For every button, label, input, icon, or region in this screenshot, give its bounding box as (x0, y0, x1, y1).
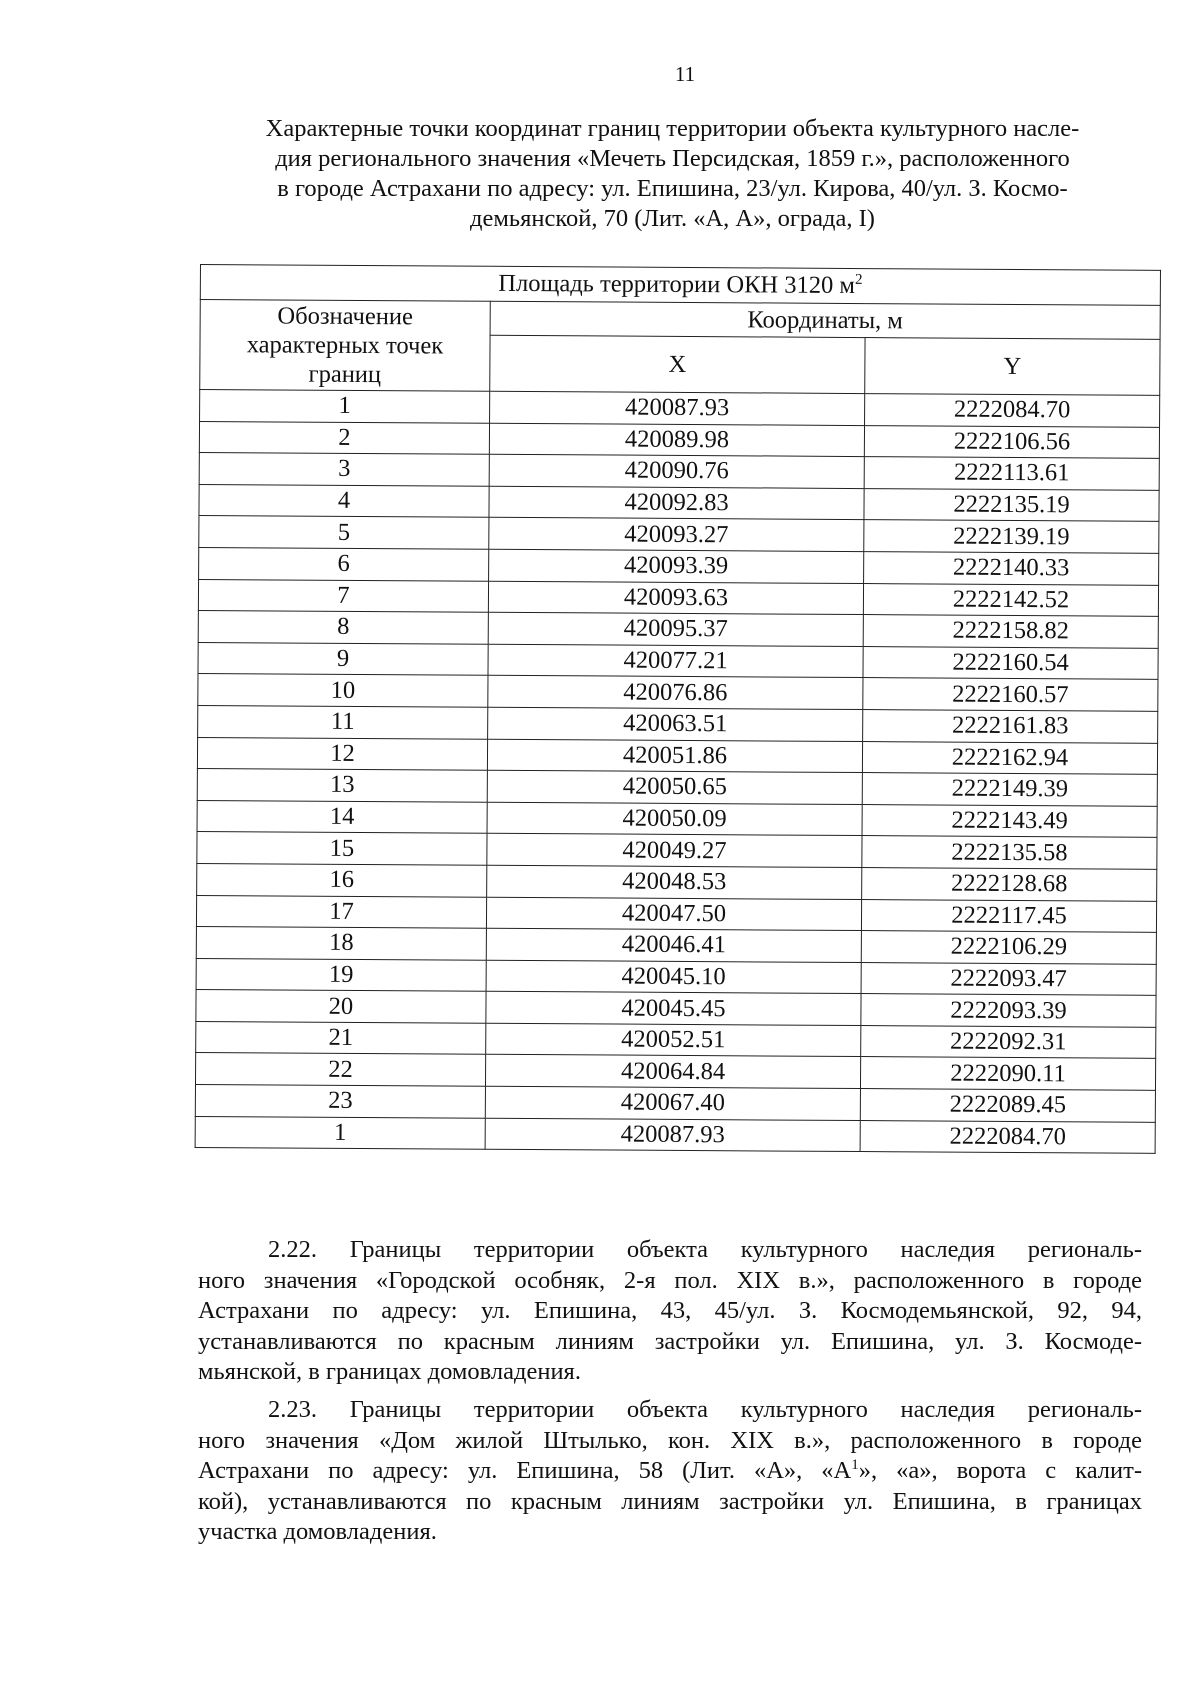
heading-line: дия регионального значения «Мечеть Персидская, 1859 г.», расположенного (275, 145, 1070, 172)
x-coordinate-cell: 420077.21 (488, 644, 863, 678)
table-row (195, 1116, 1155, 1153)
x-coordinate-cell: 420047.50 (486, 897, 861, 931)
x-column-header: X (490, 335, 865, 393)
x-coordinate-cell: 420087.93 (490, 391, 865, 425)
header-row (200, 300, 1160, 340)
paragraph-line: ного значения «Городской особняк, 2-я пол. XIX в.», расположенного в городе (198, 1266, 1142, 1294)
y-coordinate-cell: 2222160.57 (863, 678, 1158, 711)
paragraph-line: 2.23. Границы территории объекта культурного наследия региональ- (268, 1396, 1142, 1423)
superscript: 1 (851, 1457, 859, 1474)
x-coordinate-cell: 420093.27 (489, 518, 864, 552)
point-number-cell: 1 (195, 1116, 485, 1149)
text-segment: Астрахани по адресу: ул. Епишина, 58 (Лит. «А», «А (198, 1457, 852, 1485)
y-coordinate-cell: 2222090.11 (860, 1057, 1155, 1090)
point-number-cell: 3 (199, 453, 489, 486)
y-coordinate-cell: 2222128.68 (862, 867, 1157, 900)
y-column-header: Y (865, 338, 1160, 396)
y-coordinate-cell: 2222135.58 (862, 836, 1157, 869)
area-superscript: 2 (854, 271, 863, 288)
point-number-cell: 14 (197, 800, 487, 833)
point-number-cell: 10 (198, 674, 488, 707)
paragraph-line (198, 1456, 1142, 1487)
x-coordinate-cell: 420063.51 (488, 707, 863, 741)
point-number-cell: 15 (197, 832, 487, 865)
x-coordinate-cell: 420064.84 (485, 1055, 860, 1089)
x-coordinate-cell: 420087.93 (485, 1118, 860, 1152)
x-coordinate-cell: 420045.10 (486, 960, 861, 994)
y-coordinate-cell: 2222113.61 (864, 457, 1159, 490)
y-coordinate-cell: 2222142.52 (863, 583, 1158, 616)
point-number-cell: 12 (197, 737, 487, 770)
point-column-header (200, 300, 491, 392)
paragraph-line: мьянской, в границах домовладения. (198, 1358, 581, 1386)
point-number-cell: 20 (196, 990, 486, 1023)
page-number: 11 (674, 62, 696, 86)
x-coordinate-cell: 420093.39 (489, 549, 864, 583)
point-number-cell: 9 (198, 642, 488, 675)
y-coordinate-cell: 2222158.82 (863, 615, 1158, 648)
x-coordinate-cell: 420051.86 (487, 739, 862, 773)
y-coordinate-cell: 2222106.29 (861, 931, 1156, 964)
y-coordinate-cell: 2222089.45 (860, 1089, 1155, 1122)
coordinates-table (195, 264, 1161, 1154)
point-number-cell: 2 (199, 421, 489, 454)
x-coordinate-cell: 420067.40 (485, 1086, 860, 1120)
paragraph-line: ного значения «Дом жилой Штылько, кон. XIX в.», расположенного в городе (198, 1426, 1142, 1454)
x-coordinate-cell: 420045.45 (486, 992, 861, 1026)
x-coordinate-cell: 420052.51 (486, 1023, 861, 1057)
y-coordinate-cell: 2222161.83 (863, 709, 1158, 742)
point-number-cell: 5 (199, 516, 489, 549)
point-number-cell: 18 (196, 927, 486, 960)
paragraph-2-23 (198, 1395, 1142, 1548)
x-coordinate-cell: 420046.41 (486, 928, 861, 962)
x-coordinate-cell: 420092.83 (489, 486, 864, 520)
table-heading (200, 114, 1145, 234)
paragraph-line: Астрахани по адресу: ул. Епишина, 43, 45/ул. З. Космодемьянской, 92, 94, (198, 1297, 1142, 1325)
point-number-cell: 21 (196, 1021, 486, 1054)
point-number-cell: 4 (199, 484, 489, 517)
y-coordinate-cell: 2222149.39 (862, 773, 1157, 806)
y-coordinate-cell: 2222140.33 (864, 552, 1159, 585)
point-number-cell: 13 (197, 769, 487, 802)
y-coordinate-cell: 2222092.31 (861, 1025, 1156, 1058)
heading-line: в городе Астрахани по адресу: ул. Епишина, 23/ул. Кирова, 40/ул. З. Космо- (277, 175, 1068, 202)
x-coordinate-cell: 420089.98 (489, 423, 864, 457)
y-coordinate-cell: 2222117.45 (861, 899, 1156, 932)
y-coordinate-cell: 2222135.19 (864, 488, 1159, 521)
point-number-cell: 19 (196, 958, 486, 991)
point-number-cell: 17 (196, 895, 486, 928)
y-coordinate-cell: 2222106.56 (864, 425, 1159, 458)
heading-line: Характерные точки координат границ территории объекта культурного насле- (265, 115, 1080, 142)
area-label: Площадь территории ОКН 3120 м (498, 269, 856, 300)
point-header-line: Обозначение (277, 302, 413, 331)
paragraph-line: кой), устанавливаются по красным линиям застройки ул. Епишина, в границах (198, 1487, 1142, 1515)
x-coordinate-cell: 420076.86 (488, 676, 863, 710)
area-row (200, 265, 1160, 306)
y-coordinate-cell: 2222143.49 (862, 804, 1157, 837)
heading-line: демьянской, 70 (Лит. «А, А», ограда, I) (470, 205, 875, 232)
point-number-cell: 22 (195, 1053, 485, 1086)
point-number-cell: 6 (199, 547, 489, 580)
x-coordinate-cell: 420093.63 (488, 581, 863, 615)
y-coordinate-cell: 2222093.39 (861, 994, 1156, 1027)
x-coordinate-cell: 420050.09 (487, 802, 862, 836)
y-coordinate-cell: 2222093.47 (861, 962, 1156, 995)
point-number-cell: 8 (198, 611, 488, 644)
paragraph-2-22 (198, 1235, 1142, 1388)
y-coordinate-cell: 2222162.94 (862, 741, 1157, 774)
y-coordinate-cell: 2222084.70 (860, 1120, 1155, 1153)
paragraph-line: устанавливаются по красным линиям застройки ул. Епишина, ул. З. Космоде- (198, 1327, 1142, 1355)
point-number-cell: 16 (197, 863, 487, 896)
point-header-line: характерных точек (246, 331, 444, 360)
y-coordinate-cell: 2222160.54 (863, 646, 1158, 679)
paragraph-line: участка домовладения. (198, 1518, 437, 1546)
point-number-cell: 1 (200, 390, 490, 423)
area-cell (200, 265, 1160, 306)
point-header-line: границ (308, 360, 382, 389)
y-coordinate-cell: 2222139.19 (864, 520, 1159, 553)
x-coordinate-cell: 420095.37 (488, 612, 863, 646)
text-segment: », «а», ворота с калит- (858, 1457, 1142, 1485)
coords-column-header: Координаты, м (490, 301, 1160, 339)
x-coordinate-cell: 420048.53 (487, 865, 862, 899)
x-coordinate-cell: 420049.27 (487, 834, 862, 868)
point-number-cell: 23 (195, 1085, 485, 1118)
paragraph-line: 2.22. Границы территории объекта культурного наследия региональ- (268, 1236, 1142, 1263)
point-number-cell: 7 (198, 579, 488, 612)
point-number-cell: 11 (198, 705, 488, 738)
x-coordinate-cell: 420090.76 (489, 454, 864, 488)
x-coordinate-cell: 420050.65 (487, 770, 862, 804)
y-coordinate-cell: 2222084.70 (865, 394, 1160, 427)
